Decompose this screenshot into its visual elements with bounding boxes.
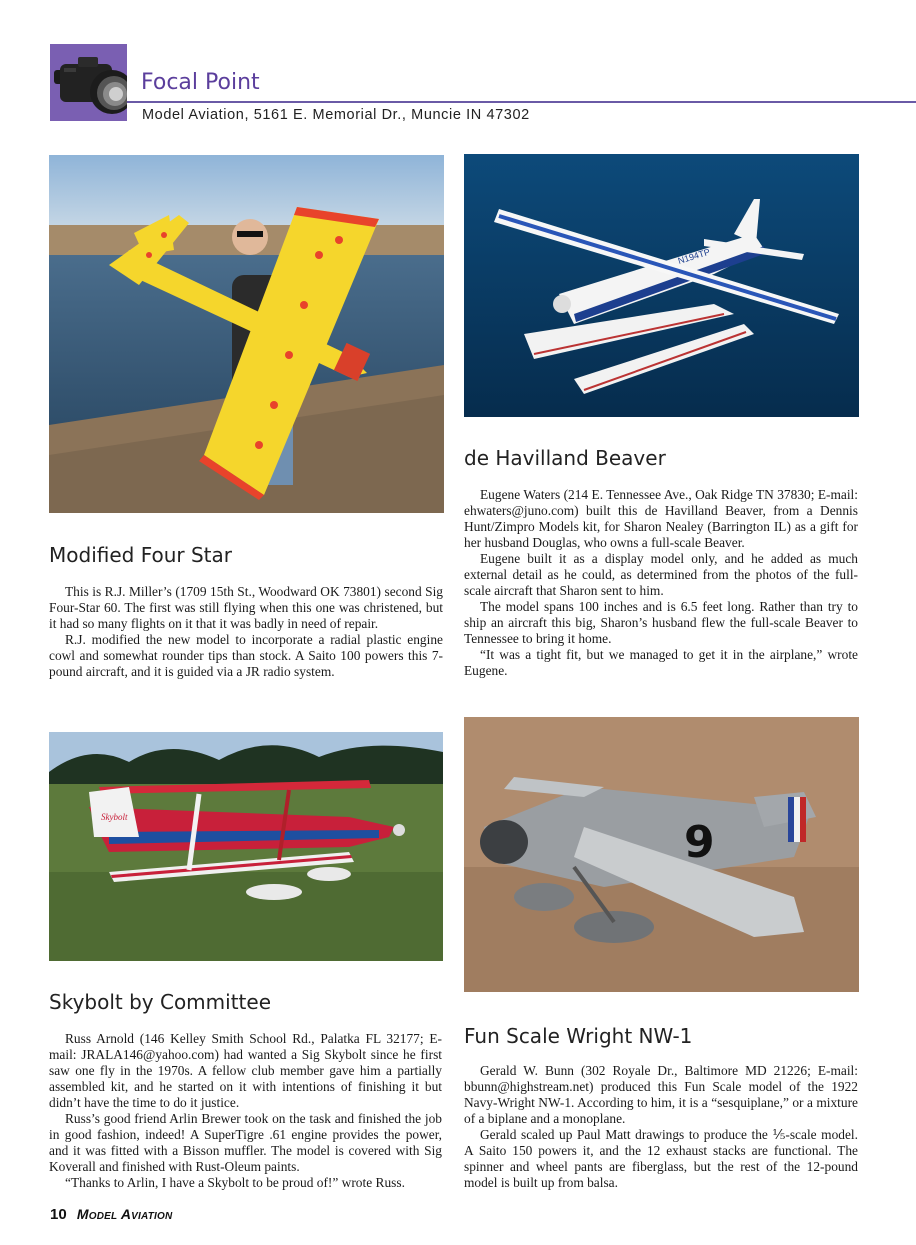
- photo-wright-nw1: [464, 717, 859, 992]
- beaver-registration: N194TP: [676, 246, 712, 266]
- photo-skybolt: [49, 732, 443, 961]
- photo-beaver: [464, 154, 859, 417]
- article-beaver: [464, 487, 858, 679]
- article-paragraph: Eugene Waters (214 E. Tennessee Ave., Oak Ridge TN 37830; E-mail: ehwaters@juno.com) built this de Havilland Beaver, from a Dennis Hunt/Zimpro Models kit, for Sharon Nealey (Barrington IL) as a gift for her husband Douglas, who owns a full-scale Beaver.: [464, 487, 858, 550]
- skybolt-tail-script: Skybolt: [101, 812, 128, 822]
- article-paragraph: “Thanks to Arlin, I have a Skybolt to be proud of!” wrote Russ.: [65, 1175, 405, 1190]
- article-paragraph: This is R.J. Miller’s (1709 15th St., Woodward OK 73801) second Sig Four-Star 60. The first was still flying when this one was christened, but it had so many flights on it that it was badly in need of repair.: [49, 584, 443, 631]
- article-paragraph: Gerald W. Bunn (302 Royale Dr., Baltimore MD 21226; E-mail: bbunn@highstream.net) produced this Fun Scale model of the 1922 Navy-Wright NW-1. According to him, it is a “sesquiplane,” or a mixture of a biplane and a monoplane.: [464, 1063, 858, 1126]
- photo-four-star: [49, 155, 444, 513]
- page-footer: [50, 1206, 172, 1223]
- wright-race-number: 9: [684, 817, 715, 868]
- article-paragraph: Russ’s good friend Arlin Brewer took on the task and finished the job in good fashion, indeed! A SuperTigre .61 engine provides the power, and it was fitted with a Bisson muffler. The model is covered with Sig Koverall and finished with Rust-Oleum paints.: [49, 1111, 442, 1174]
- column-title: Focal Point: [141, 70, 260, 95]
- article-paragraph: “It was a tight fit, but we managed to get it in the airplane,” wrote Eugene.: [464, 647, 858, 678]
- article-four-star: [49, 584, 443, 680]
- article-paragraph: Gerald scaled up Paul Matt drawings to produce the ⅕-scale model. A Saito 150 powers it, and the 12 exhaust stacks are functional. The spinner and wheel pants are fiberglass, but the rest of the 12-pound model is built up from balsa.: [464, 1127, 858, 1190]
- article-paragraph: R.J. modified the new model to incorporate a radial plastic engine cowl and somewhat rounder tips than stock. A Saito 100 powers this 7-pound aircraft, and it is guided via a JR radio system.: [49, 632, 443, 679]
- article-paragraph: Russ Arnold (146 Kelley Smith School Rd., Palatka FL 32177; E-mail: JRALA146@yahoo.com) had wanted a Sig Skybolt since he first saw one fly in the 1970s. A fellow club member gave him a partially assembled kit, and he started on it with intentions of finishing it but didn’t have the time to do it justice.: [49, 1031, 442, 1110]
- heading-wright-nw1: Fun Scale Wright NW-1: [464, 1024, 693, 1048]
- camera-logo: [50, 44, 127, 121]
- camera-icon: [50, 44, 127, 121]
- page-number: 10: [50, 1206, 67, 1223]
- heading-four-star: Modified Four Star: [49, 543, 232, 567]
- heading-skybolt: Skybolt by Committee: [49, 990, 271, 1014]
- article-wright-nw1: [464, 1063, 858, 1191]
- magazine-name: Model Aviation: [76, 1206, 173, 1222]
- heading-beaver: de Havilland Beaver: [464, 446, 666, 470]
- header-rule: [127, 101, 916, 103]
- article-paragraph: Eugene built it as a display model only, and he added as much external detail as he could, as determined from the photos of the full-scale aircraft that Sharon sent to him.: [464, 551, 858, 598]
- column-address: Model Aviation, 5161 E. Memorial Dr., Muncie IN 47302: [142, 107, 530, 123]
- article-skybolt: [49, 1031, 442, 1191]
- article-paragraph: The model spans 100 inches and is 6.5 feet long. Rather than try to ship an aircraft this big, Sharon’s husband flew the full-scale Beaver to Tennessee to bring it home.: [464, 599, 858, 646]
